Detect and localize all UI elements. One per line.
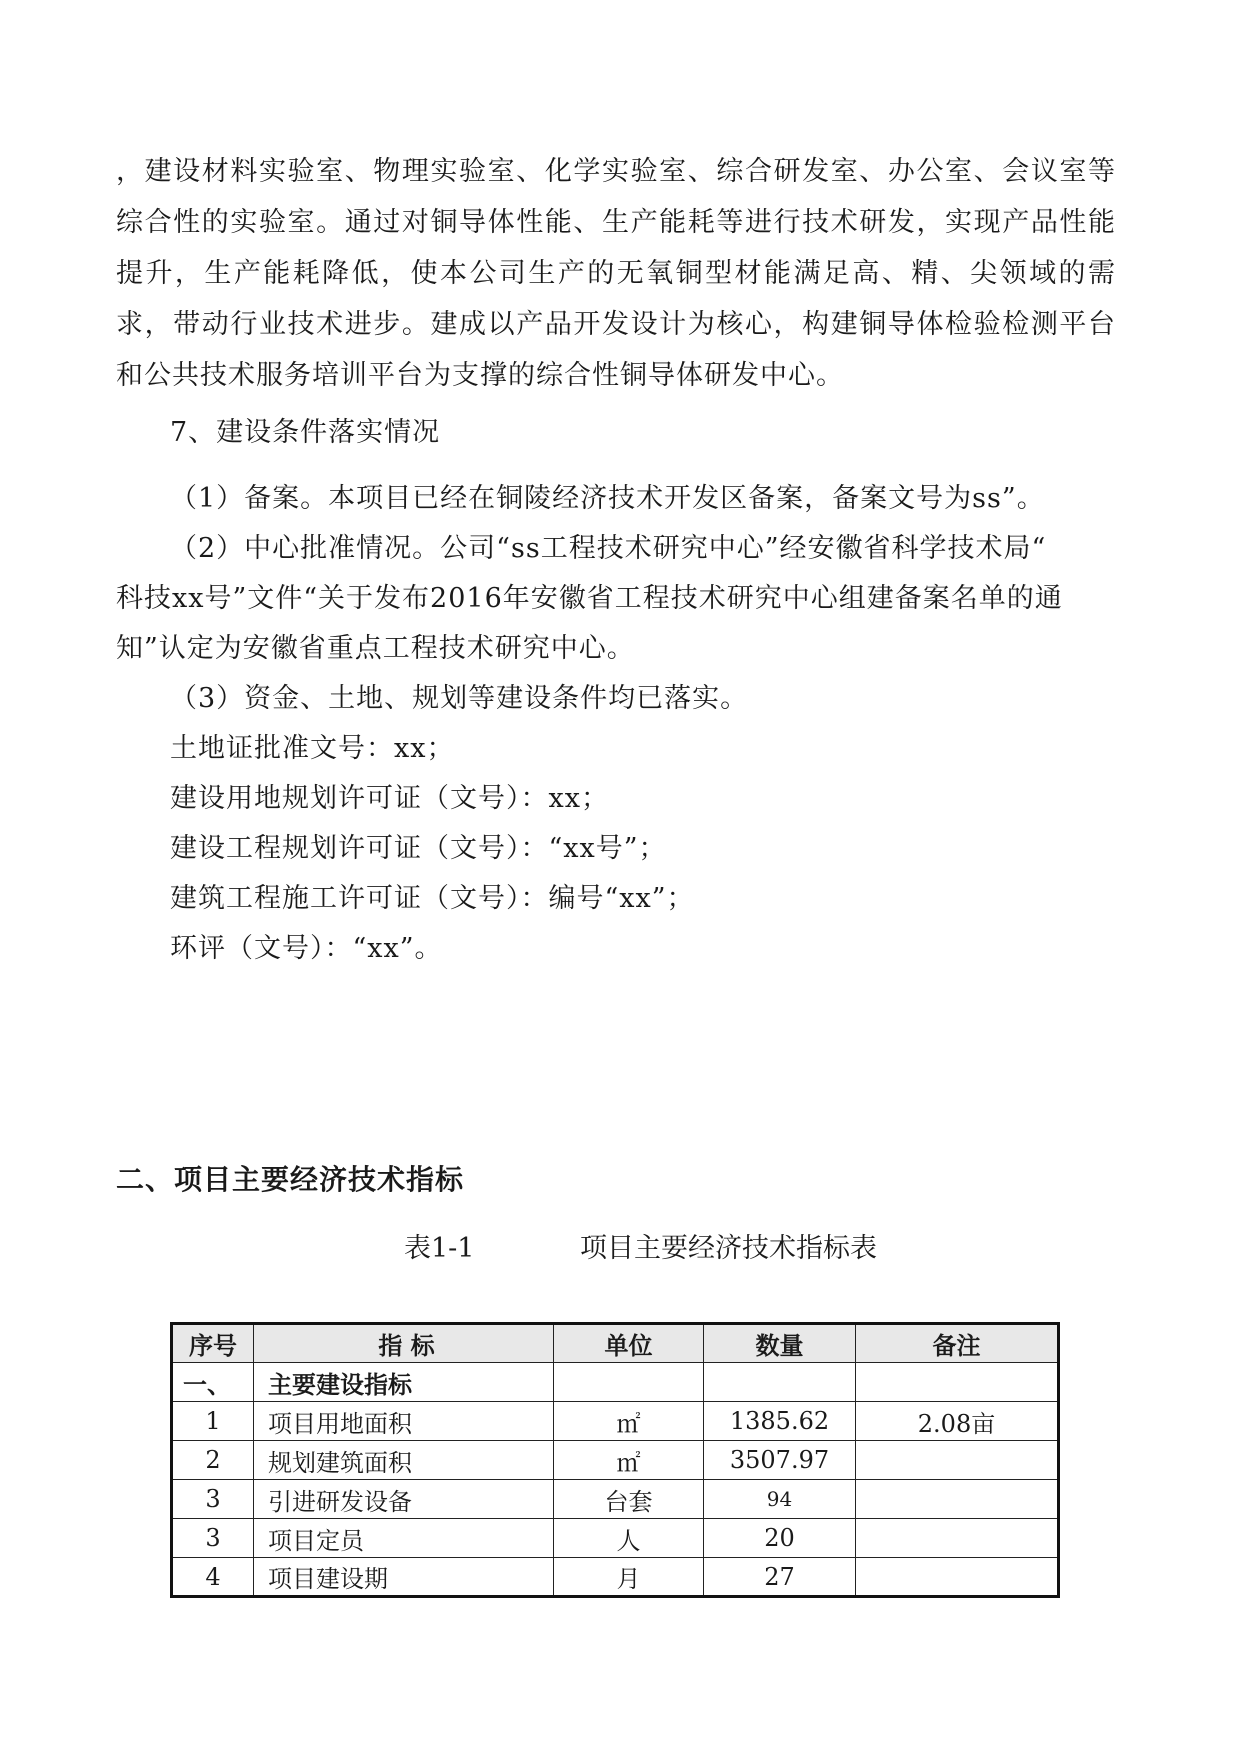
table-row <box>172 1402 1059 1441</box>
row-indicator: 规划建筑面积 <box>254 1441 554 1480</box>
row-seq: 1 <box>172 1402 254 1441</box>
row-quantity: 20 <box>704 1519 856 1558</box>
permit-engineering-planning: 建设工程规划许可证（文号）：“xx号”； <box>170 833 667 864</box>
row-quantity: 1385.62 <box>704 1402 856 1441</box>
row-indicator: 引进研发设备 <box>254 1480 554 1519</box>
group-seq: 一、 <box>172 1363 254 1402</box>
row-remarks <box>856 1558 1059 1597</box>
header-indicator: 指 标 <box>254 1324 554 1363</box>
permit-environmental: 环评（文号）：“xx”。 <box>170 933 443 964</box>
permit-construction: 建筑工程施工许可证（文号）：编号“xx”； <box>170 883 695 914</box>
table-caption-number: 表1-1 <box>404 1233 475 1264</box>
row-remarks <box>856 1441 1059 1480</box>
permit-land-planning: 建设用地规划许可证（文号）：xx； <box>170 783 609 814</box>
group-qty <box>704 1363 856 1402</box>
row-quantity: 27 <box>704 1558 856 1597</box>
row-remarks <box>856 1480 1059 1519</box>
table-group-row <box>172 1363 1059 1402</box>
row-indicator: 项目定员 <box>254 1519 554 1558</box>
row-remarks <box>856 1519 1059 1558</box>
header-seq: 序号 <box>172 1324 254 1363</box>
section-heading: 二、项目主要经济技术指标 <box>116 1163 465 1196</box>
row-unit: 台套 <box>554 1480 704 1519</box>
row-unit: 月 <box>554 1558 704 1597</box>
row-quantity: 3507.97 <box>704 1441 856 1480</box>
header-remarks: 备注 <box>856 1324 1059 1363</box>
row-seq: 3 <box>172 1480 254 1519</box>
row-unit: ㎡ <box>554 1441 704 1480</box>
group-unit <box>554 1363 704 1402</box>
header-unit: 单位 <box>554 1324 704 1363</box>
item-approval-line-2: 科技xx号”文件“关于发布2016年安徽省工程技术研究中心组建备案名单的通 <box>116 583 1063 614</box>
row-seq: 4 <box>172 1558 254 1597</box>
table-caption-title: 项目主要经济技术指标表 <box>580 1233 877 1264</box>
row-remarks: 2.08亩 <box>856 1402 1059 1441</box>
indicators-table <box>170 1322 1060 1598</box>
item-filing: （1）备案。本项目已经在铜陵经济技术开发区备案，备案文号为ss”。 <box>170 483 1045 514</box>
table-row <box>172 1558 1059 1597</box>
row-indicator: 项目用地面积 <box>254 1402 554 1441</box>
header-quantity: 数量 <box>704 1324 856 1363</box>
table-row <box>172 1441 1059 1480</box>
row-indicator: 项目建设期 <box>254 1558 554 1597</box>
table-header-row <box>172 1324 1059 1363</box>
permit-land-certificate: 土地证批准文号：xx； <box>170 733 455 764</box>
row-seq: 3 <box>172 1519 254 1558</box>
item-approval-line-1: （2）中心批准情况。公司“ss工程技术研究中心”经安徽省科学技术局“ <box>170 533 1047 564</box>
subheading-construction-conditions: 7、建设条件落实情况 <box>170 417 441 448</box>
item-conditions: （3）资金、土地、规划等建设条件均已落实。 <box>170 683 749 714</box>
intro-paragraph: ，建设材料实验室、物理实验室、化学实验室、综合研发室、办公室、会议室等综合性的实验室。通过对铜导体性能、生产能耗等进行技术研发，实现产品性能提升，生产能耗降低，使本公司生产的无氧铜型材能满足高、精、尖领域的需求，带动行业技术进步。建成以产品开发设计为核心，构建铜导体检验检测平台和公共技术服务培训平台为支撑的综合性铜导体研发中心。 <box>116 156 1116 391</box>
row-seq: 2 <box>172 1441 254 1480</box>
group-note <box>856 1363 1059 1402</box>
row-unit: ㎡ <box>554 1402 704 1441</box>
row-quantity: 94 <box>704 1480 856 1519</box>
table-row <box>172 1519 1059 1558</box>
table-row <box>172 1480 1059 1519</box>
row-unit: 人 <box>554 1519 704 1558</box>
item-approval-line-3: 知”认定为安徽省重点工程技术研究中心。 <box>116 633 635 664</box>
group-name: 主要建设指标 <box>254 1363 554 1402</box>
